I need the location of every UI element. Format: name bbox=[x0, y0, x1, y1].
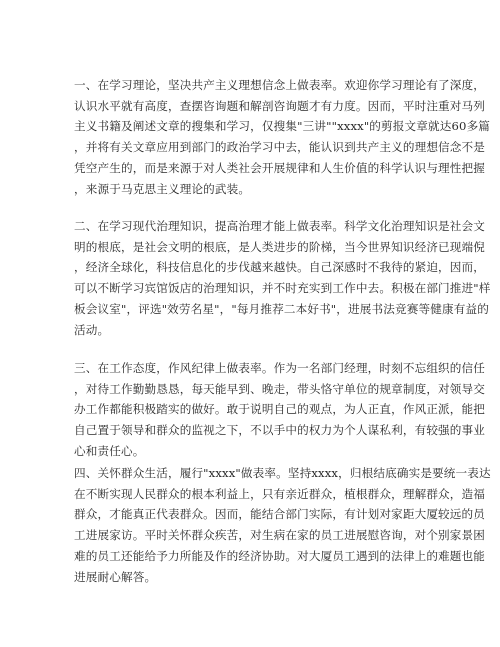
text-line: 三、在工作态度，作风纪律上做表率。作为一名部门经理，时刻不忘组织的信任 bbox=[74, 361, 486, 375]
text-line: ，经济全球化，科技信息化的步伐越来越快。自己深感时不我待的紧迫，因而， bbox=[74, 260, 486, 275]
text-line: 认识水平就有高度，查摆咨询题和解剖咨询题才有力度。因而，平时注重对马列 bbox=[74, 98, 486, 113]
text-line: 一、在学习理论，坚决共产主义理想信念上做表率。欢迎你学习理论有了深度， bbox=[74, 78, 486, 92]
text-line: 可以不断学习宾馆饭店的治理知识，并不时充实到工作中去。积极在部门推进"样 bbox=[74, 281, 491, 296]
text-line: 四、关怀群众生活，履行"xxxx"做表率。坚持xxxx，归根结底确实是要统一表达 bbox=[74, 466, 491, 480]
paragraph-study-theory bbox=[74, 75, 491, 199]
text-line: 在不断实现人民群众的根本利益上，只有亲近群众，植根群众，理解群众，造福 bbox=[74, 486, 486, 501]
paragraph-work-attitude bbox=[74, 358, 486, 462]
text-line: 自己置于领导和群众的监视之下，不以手中的权力为个人谋私利，有较强的事业 bbox=[74, 423, 486, 438]
paragraph-care-for-masses bbox=[74, 463, 491, 587]
text-line: 主义书籍及阐述文章的搜集和学习，仅搜集"三讲""xxxx"的剪报文章就达60多篇 bbox=[74, 119, 491, 134]
text-line: 活动。 bbox=[74, 322, 110, 337]
text-line: 进展耐心解答。 bbox=[74, 569, 157, 584]
text-line: 办工作都能积极踏实的做好。敢于说明自己的观点，为人正直，作风正派，能把 bbox=[74, 402, 486, 417]
text-line: ，并将有关文章应用到部门的政治学习中去，能认识到共产主义的理想信念不是 bbox=[74, 140, 486, 155]
text-line: 二、在学习现代治理知识，提高治理才能上做表率。科学文化治理知识是社会文 bbox=[74, 219, 486, 233]
text-line: 工进展家访。平时关怀群众疾苦，对生病在家的员工进展慰咨询，对个别家景困 bbox=[74, 528, 486, 543]
paragraph-management-knowledge bbox=[74, 216, 491, 340]
text-line: ，来源于马克思主义理论的武装。 bbox=[74, 181, 251, 196]
text-line: 板会议室"，评选"效劳名星"，"每月推荐二本好书"，进展书法竞赛等健康有益的 bbox=[74, 301, 489, 316]
text-line: ，对待工作勤勤恳恳，每天能早到、晚走，带头恪守单位的规章制度，对领导交 bbox=[74, 381, 486, 396]
text-line: 群众，才能真正代表群众。因而，能结合部门实际，有计划对家距大厦较远的员 bbox=[74, 507, 486, 522]
text-line: 心和责任心。 bbox=[74, 443, 145, 458]
text-line: 凭空产生的，而是来源于对人类社会开展规律和人生价值的科学认识与理性把握 bbox=[74, 160, 486, 175]
text-line: 明的根底，是社会文明的根底，是人类进步的阶梯，当今世界知识经济已现端倪 bbox=[74, 239, 486, 254]
text-line: 难的员工还能给予力所能及作的经济协助。对大厦员工遇到的法律上的难题也能 bbox=[74, 548, 486, 563]
